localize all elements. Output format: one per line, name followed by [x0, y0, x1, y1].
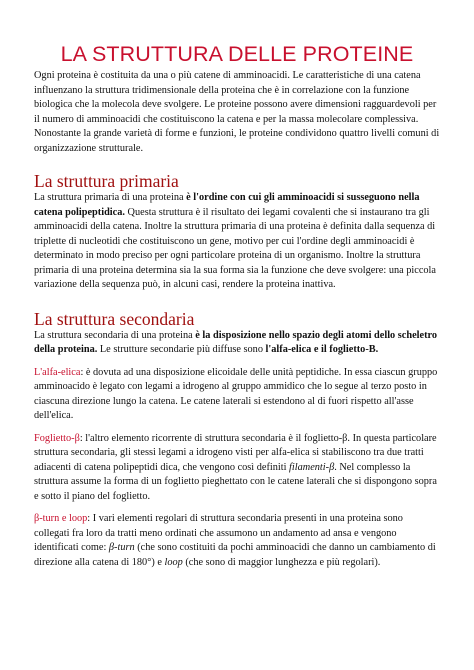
turn-loop-text-c: (che sono di maggior lunghezza e più regolari). — [182, 556, 381, 568]
foglietto-paragraph — [34, 432, 440, 505]
foglietto-term: Foglietto-β — [34, 432, 80, 444]
primaria-paragraph — [34, 191, 440, 293]
page-title: LA STRUTTURA DELLE PROTEINE — [60, 42, 414, 66]
turn-loop-text-a: : I vari elementi regolari di struttura secondaria presenti in una proteina sono collegati fra loro da tratti meno ordinati che assumono un andamento ad ansa e vengono identificati come: — [34, 513, 403, 553]
secondaria-definition: è la disposizione nello spazio degli atomi dello scheletro della proteina. — [34, 329, 438, 355]
primaria-text-a: La struttura primaria di una proteina — [34, 192, 187, 203]
primaria-definition: è l'ordine con cui gli amminoacidi si susseguono nella catena polipeptidica. — [34, 192, 420, 218]
turn-loop-paragraph — [34, 512, 440, 570]
secondaria-paragraph — [34, 329, 440, 358]
secondaria-types: l'alfa-elica e il foglietto-B. — [265, 344, 379, 355]
alfa-elica-term: L'alfa-elica — [34, 366, 81, 378]
primaria-text-c: Questa struttura è il risultato dei legami covalenti che si instaurano tra gli amminoacidi della catena. Inoltre la struttura primaria di una proteina è definita dalla sequenza di triplette di nucleotidi che costituiscono un gene, motivo per cui l'ordine degli amminoacidi è determinato in modo preciso per ogni particolare proteina di un organismo. Inoltre la struttura primaria di una proteina determina sia la sua forma sia la funzione che deve svolgere: una piccola variazione della sequenza può, in alcuni casi, rendere la proteina inattiva. — [34, 206, 436, 290]
foglietto-filamenti: filamenti-β — [289, 461, 335, 473]
turn-loop-term: β-turn e loop — [34, 513, 88, 524]
foglietto-text-a: : l'altro elemento ricorrente di struttura secondaria è il foglietto-β. In questa particolare struttura secondaria, gli stessi legami a idrogeno visti per alfa-elica si stabiliscono tra due tratti adiacenti di catena polipeptidi dica, che vengono così definiti — [34, 432, 437, 473]
intro-paragraph: Ogni proteina è costituita da una o più catene di amminoacidi. Le caratteristiche di una catena influenzano la struttura tridimensionale della proteina che è in correlazione con la funzione biologica che la molecola deve svolgere. Le proteine possono avere dimensioni ragguardevoli per il numero di amminoacidi che costituiscono la catena e per la massa molecolare complessiva. Nonostante la grande varietà di forme e funzioni, le proteine condividono quattro livelli comuni di organizzazione strutturale. — [34, 70, 440, 154]
alfa-elica-text: : è dovuta ad una disposizione elicoidale delle unità peptidiche. In essa ciascun gruppo amminoacido è legato con legami a idrogeno al gruppo ammidico che lo segue al terzo posto in ciascuna direzione lungo la catena. Le catene laterali si estendono al di fuori rispetto all'asse dell'elica. — [34, 366, 438, 421]
foglietto-text-b: . Nel complesso la struttura assume la forma di un foglietto pieghettato con le catene laterali che si dispongono sopra e sotto il piano del foglietto. — [34, 461, 437, 502]
section-heading-secondaria: La struttura secondaria — [34, 308, 195, 329]
turn-loop-text-b: (che sono costituiti da pochi amminoacidi che danno un cambiamento di direzione alla catena di 180°) e — [34, 542, 436, 568]
loop-term: loop — [164, 556, 183, 568]
alfa-elica-paragraph — [34, 366, 440, 424]
section-heading-primaria: La struttura primaria — [34, 171, 179, 191]
secondaria-text-c: Le strutture secondarie più diffuse sono — [97, 344, 266, 355]
beta-turn-term: β-turn — [108, 542, 135, 553]
secondaria-text-a: La struttura secondaria di una proteina — [34, 329, 196, 341]
